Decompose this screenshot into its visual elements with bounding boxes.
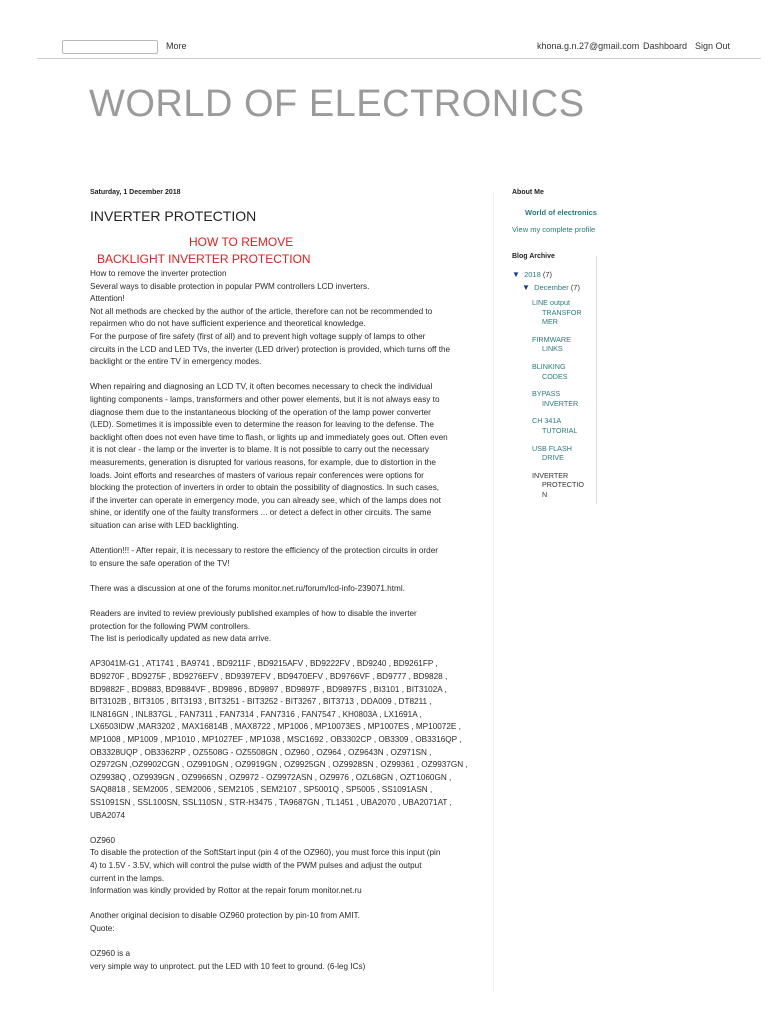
post-paragraph	[90, 583, 470, 596]
collapse-triangle-icon[interactable]: ▼	[522, 283, 530, 292]
account-email[interactable]: khona.g.n.27@gmail.com	[537, 41, 640, 51]
archive-post-link[interactable]	[532, 389, 588, 408]
post-text-line: repairmen who do not have sufficient experience and theoretical knowledge.	[90, 319, 366, 329]
post-text-line: blocking the protection of inverters in order to obtain the possibility of diagnostics. In such cases,	[90, 483, 440, 493]
post-heading-line-1: HOW TO REMOVE	[189, 235, 294, 249]
post-text-line: loads. Joint efforts and researches of masters of various repair conferences were options for	[90, 470, 424, 480]
archive-post-title-line[interactable]: MER	[542, 317, 558, 327]
archive-divider	[596, 256, 597, 504]
more-link[interactable]: More	[166, 41, 187, 51]
post-text-line: lighting components - lamps, transformers and other power elements, but it is not always easy to	[90, 394, 440, 404]
post-paragraph	[90, 268, 470, 369]
post-date: Saturday, 1 December 2018	[90, 189, 181, 196]
profile-name-link[interactable]: World of electronics	[525, 208, 597, 217]
archive-month-count: (7)	[570, 283, 580, 292]
about-me-heading: About Me	[512, 189, 544, 196]
post-text-line: measurements, generation is disrupted for various reasons, for example, due to distortion in the	[90, 457, 436, 467]
post-text-line: diagnose them due to the instantaneous blocking of the operation of the lamp power converter	[90, 407, 431, 417]
post-text-line: MP1008 , MP1009 , MP1010 , MP1027EF , MP1038 , MSC1692 , OB3302CP , OB3309 , OB3316QP ,	[90, 734, 462, 744]
post-text-line: Not all methods are checked by the author of the article, therefore can not be recommended to	[90, 306, 433, 316]
navbar-divider	[37, 58, 761, 59]
column-divider	[493, 192, 494, 992]
collapse-triangle-icon[interactable]: ▼	[512, 270, 520, 279]
blog-archive	[512, 270, 602, 500]
post-text-line: SAQ8818 , SEM2005 , SEM2006 , SEM2105 , SEM2107 , SP5001Q , SP5005 , SS1091ASN ,	[90, 785, 433, 795]
post-text-line: OZ972GN ,OZ9902CGN , OZ9910GN , OZ9919GN , OZ9925GN , OZ9928SN , OZ99361 , OZ9937GN ,	[90, 760, 468, 770]
archive-post-title-line[interactable]: CH 341A	[532, 416, 562, 426]
post-text-line: (LED). Sometimes it is impossible even to determine the reason for leaving to the defense. The	[90, 420, 434, 430]
sidebar	[512, 188, 602, 508]
archive-post-list	[532, 298, 588, 500]
post-text-line: BD9270F , BD9275F , BD9276EFV , BD9397EFV , BD9470EFV , BD9766VF , BD9777 , BD9828 ,	[90, 672, 448, 681]
dashboard-link[interactable]: Dashboard	[643, 41, 688, 51]
archive-year-label[interactable]: 2018	[524, 270, 541, 279]
post-text-line: UBA2074	[90, 810, 126, 820]
post-paragraph	[90, 835, 470, 898]
archive-post-title-line[interactable]: LINE output	[532, 298, 570, 307]
post-text-line: LX6503IDW ,MAR3202 , MAX16814B , MAX8722 , MP1006 , MP10073ES , MP1007ES , MP10072E ,	[90, 722, 461, 732]
post-text-line: Another original decision to disable OZ960 protection by pin-10 from AMIT.	[90, 911, 360, 921]
post-text-line: AP3041M-G1 , AT1741 , BA9741 , BD9211F , BD9215AFV , BD9222FV , BD9240 , BD9261FP ,	[90, 659, 438, 669]
post-text-line: Readers are invited to review previously published examples of how to disable the inverter	[90, 609, 417, 619]
post-text-line: Attention!!! - After repair, it is necessary to restore the efficiency of the protection circuits in order	[90, 546, 438, 556]
archive-post-link[interactable]	[532, 335, 588, 354]
post-text-line: To disable the protection of the SoftStart input (pin 4 of the OZ960), you must force this input (pin	[90, 848, 441, 858]
post-text-line: SS1091SN , SSL100SN, SSL110SN , STR-H3475 , TA9687GN , TL1451 , UBA2070 , UBA2071AT ,	[90, 797, 452, 807]
archive-post-title-line[interactable]: USB FLASH	[532, 443, 572, 453]
blog-title[interactable]: WORLD OF ELECTRONICS	[89, 83, 585, 125]
post-paragraph	[90, 948, 470, 973]
archive-post-title-line[interactable]: BLINKING	[532, 361, 566, 371]
post-text-line: OZ9938Q , OZ9939GN , OZ9966SN , OZ9972 - OZ9972ASN , OZ9976 , OZL68GN , OZT1060GN ,	[90, 772, 452, 782]
post-heading-line-2: BACKLIGHT INVERTER PROTECTION	[97, 252, 311, 266]
post-text-line: Quote:	[90, 923, 115, 933]
archive-post-title-line: N	[542, 489, 548, 499]
archive-post-title-line: INVERTER	[532, 470, 569, 480]
archive-post-link	[532, 471, 588, 500]
post-text-line: situation can arise with LED backlighting.	[90, 520, 239, 530]
post-text-line: Attention!	[90, 294, 125, 304]
post-text-line: How to remove the inverter protection	[90, 269, 227, 278]
search-input[interactable]	[62, 40, 158, 54]
post-text-line: it is not clear - the lamp or the inverter is to blame. It is not possible to carry out the necessary	[90, 445, 430, 455]
post-paragraph	[90, 545, 470, 570]
post-body	[90, 268, 470, 973]
post-paragraph	[90, 658, 470, 822]
post-text-line: current in the lamps.	[90, 873, 165, 883]
archive-post-title-line[interactable]: LINKS	[542, 344, 563, 354]
post-text-line: if the inverter can operate in emergency mode, you can already see, which of the lamps does not	[90, 495, 441, 505]
post-text-line: 4) to 1.5V - 3.5V, which will control the pulse width of the PWM pulses and adjust the output	[90, 860, 422, 870]
post-text-line: circuits in the LCD and LED TVs, the inverter (LED driver) protection is provided, which turns off the	[90, 344, 451, 354]
archive-post-title-line[interactable]: CODES	[542, 371, 568, 381]
post-text-line: There was a discussion at one of the forums monitor.net.ru/forum/lcd-info-239071.html.	[90, 583, 405, 593]
archive-post-title-line[interactable]: DRIVE	[542, 453, 564, 463]
post-text-line: When repairing and diagnosing an LCD TV, it often becomes necessary to check the individual	[90, 382, 433, 392]
archive-month-december[interactable]	[522, 283, 602, 293]
post-text-line: BIT3102B , BIT3105 , BIT3193 , BIT3251 - BIT3252 - BIT3267 , BIT3713 , DDA009 , DT8211 ,	[90, 697, 432, 707]
archive-post-title-line[interactable]: INVERTER	[542, 398, 579, 408]
archive-post-link[interactable]	[532, 362, 588, 381]
post-text-line: Several ways to disable protection in popular PWM controllers LCD inverters.	[90, 281, 370, 291]
post-text-line: OZ960	[90, 835, 116, 845]
post-text-line: backlight or the entire TV in emergency modes.	[90, 357, 262, 367]
archive-post-title-line[interactable]: TUTORIAL	[542, 425, 578, 435]
post-text-line: For the purpose of fire safety (first of all) and to prevent high voltage supply of lamps to other	[90, 331, 426, 341]
post-text-line: OZ960 is a	[90, 949, 131, 959]
post-paragraph	[90, 608, 470, 646]
post-text-line: to ensure the safe operation of the TV!	[90, 558, 230, 568]
post-paragraph	[90, 910, 470, 935]
sign-out-link[interactable]: Sign Out	[695, 41, 731, 51]
post-text-line: protection for the following PWM controllers.	[90, 621, 251, 631]
post-text-line: BD9882F , BD9883, BD9884VF , BD9896 , BD9897 , BD9897F , BD9897FS , BI3101 , BIT3102A ,	[90, 684, 447, 694]
post-paragraph	[90, 381, 470, 532]
post-column	[90, 188, 470, 986]
archive-year-count: (7)	[542, 270, 553, 279]
blog-archive-heading: Blog Archive	[512, 253, 555, 260]
archive-post-link[interactable]	[532, 298, 588, 327]
post-text-line: backlight often does not even have time to flash, or lights up and immediately goes out. Often even	[90, 432, 448, 442]
post-text-line: The list is periodically updated as new data arrive.	[90, 634, 272, 644]
archive-post-link[interactable]	[532, 416, 588, 435]
archive-post-title-line[interactable]: TRANSFOR	[542, 307, 582, 317]
post-text-line: Information was kindly provided by Rottor at the repair forum monitor.net.ru	[90, 886, 362, 896]
post-text-line: shine, or identify one of the faulty transformers ... or detect a defect in other circuits. The same	[90, 508, 432, 518]
archive-year-2018[interactable]	[512, 270, 602, 280]
post-title[interactable]: INVERTER PROTECTION	[90, 208, 257, 224]
archive-post-link[interactable]	[532, 444, 588, 463]
archive-post-title-line[interactable]: FIRMWARE	[532, 334, 571, 344]
archive-post-title-line: PROTECTIO	[542, 480, 584, 490]
archive-post-title-line[interactable]: BYPASS	[532, 389, 561, 399]
navbar	[0, 0, 768, 58]
post-text-line: ILN816GN , INL837GL , FAN7311 , FAN7314 , FAN7316 , FAN7547 , KH0803A , LX1691A ,	[90, 709, 422, 719]
post-text-line: OB3328UQP , OB3362RP , OZ5508G - OZ5508GN , OZ960 , OZ964 , OZ9643N , OZ971SN ,	[90, 747, 432, 757]
view-profile-link[interactable]: View my complete profile	[512, 225, 596, 234]
post-text-line: very simple way to unprotect. put the LED with 10 feet to ground. (6-leg ICs)	[90, 961, 366, 971]
archive-month-label[interactable]: December	[534, 283, 569, 292]
